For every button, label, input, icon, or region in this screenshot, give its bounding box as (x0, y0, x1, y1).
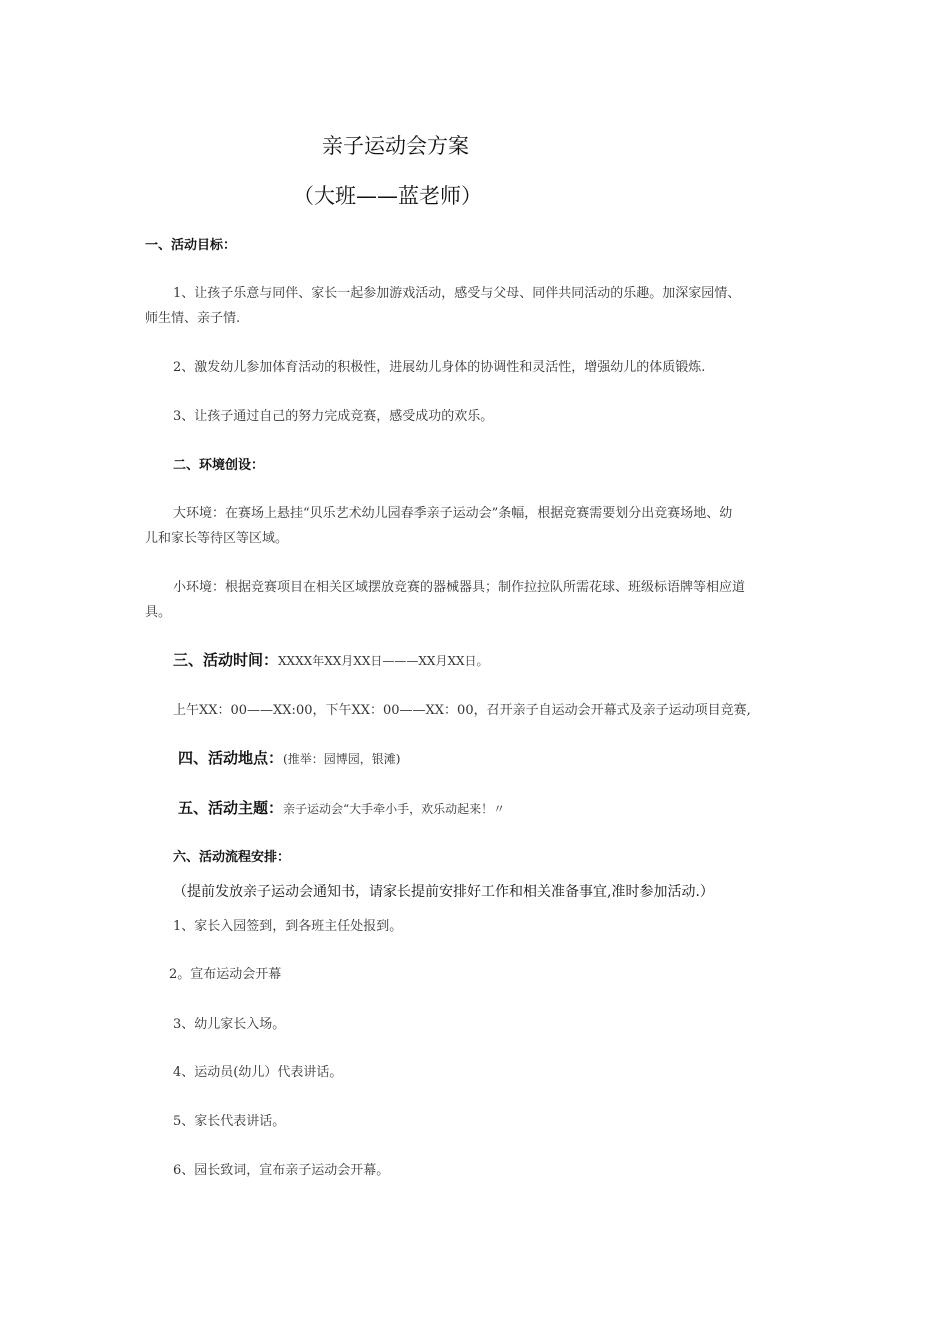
section-5 (178, 797, 505, 818)
environment-large-line-1: 大环境：在赛场上悬挂“贝乐艺术幼儿园春季亲子运动会”条幅，根据竞赛需要划分出竞赛场地、幼 (173, 506, 733, 521)
environment-small-line-2: 具。 (145, 605, 172, 620)
section-3 (173, 649, 489, 670)
goal-3: 3、让孩子通过自己的努力完成竞赛，感受成功的欢乐。 (173, 409, 494, 424)
document-title: 亲子运动会方案 (322, 134, 469, 158)
section-6-note: （提前发放亲子运动会通知书，请家长提前安排好工作和相关准备事宜,准时参加活动.） (173, 884, 714, 900)
section-4-heading: 四、活动地点： (178, 749, 284, 767)
section-3-heading: 三、活动时间： (173, 651, 279, 669)
flow-step-1: 1、家长入园签到，到各班主任处报到。 (173, 919, 403, 934)
section-5-heading: 五、活动主题： (178, 799, 284, 817)
section-2-heading: 二、环境创设： (173, 458, 265, 473)
section-1-heading: 一、活动目标： (145, 238, 237, 253)
flow-step-4: 4、运动员(幼儿）代表讲话。 (173, 1065, 343, 1080)
flow-step-3: 3、幼儿家长入场。 (173, 1017, 286, 1032)
document-subtitle: （大班——蓝老师） (293, 184, 482, 208)
activity-schedule: 上午XX：00——XX:00，下午XX：00——XX：00，召开亲子自运动会开幕式及亲子运动项目竞赛, (173, 703, 751, 718)
flow-step-2: 2。宣布运动会开幕 (169, 967, 282, 982)
flow-step-5: 5、家长代表讲话。 (173, 1114, 286, 1129)
activity-date: XXXX年XX月XX日———XX月XX日。 (278, 654, 489, 668)
activity-theme: 亲子运动会“大手牵小手，欢乐动起来！〃 (283, 802, 506, 816)
flow-step-6: 6、园长致词，宣布亲子运动会开幕。 (173, 1163, 390, 1178)
activity-location: (推举：园博园，银滩) (283, 752, 401, 766)
goal-2: 2、激发幼儿参加体育活动的积极性，进展幼儿身体的协调性和灵活性，增强幼儿的体质锻炼. (173, 360, 706, 375)
goal-1-line-2: 师生情、亲子情. (145, 311, 241, 326)
goal-1-line-1: 1、让孩子乐意与同伴、家长一起参加游戏活动，感受与父母、同伴共同活动的乐趣。加深家园情、 (173, 286, 741, 301)
environment-small-line-1: 小环境：根据竞赛项目在相关区域摆放竞赛的器械器具；制作拉拉队所需花球、班级标语牌等相应道 (173, 580, 746, 595)
section-4 (178, 747, 400, 768)
environment-large-line-2: 儿和家长等待区等区域。 (145, 531, 289, 546)
section-6-heading: 六、活动流程安排： (173, 850, 291, 865)
